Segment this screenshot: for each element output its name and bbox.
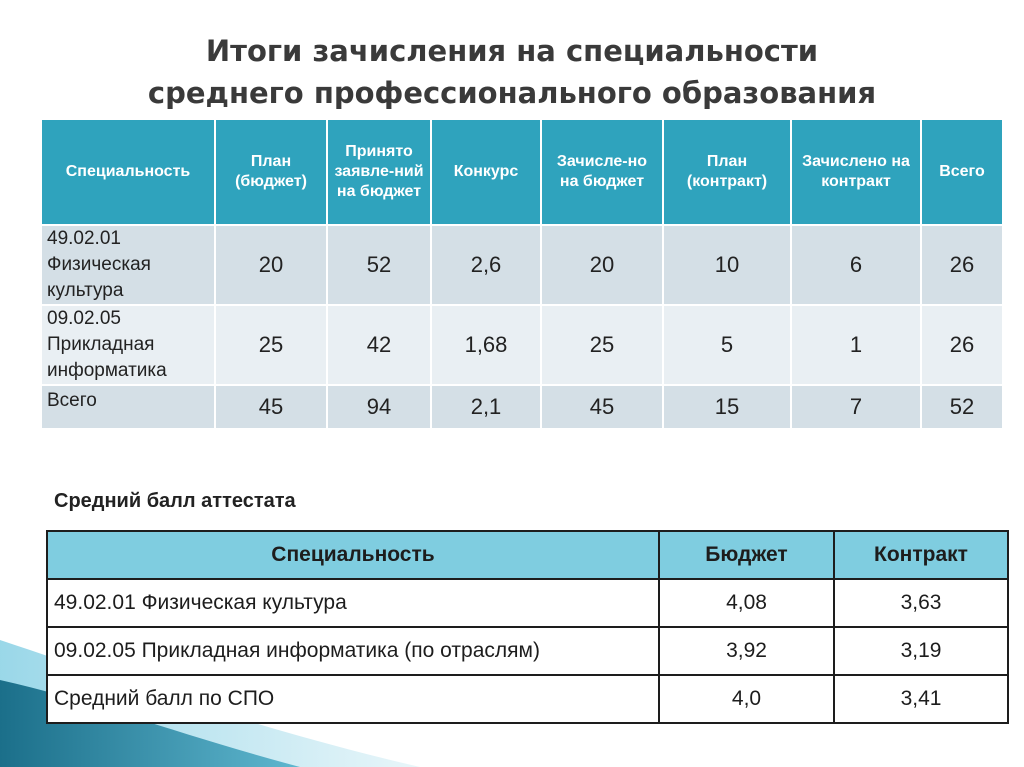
cell-value: 6 <box>791 225 921 305</box>
table-header-row <box>41 119 1003 225</box>
cell-budget: 4,08 <box>659 579 834 627</box>
cell-value: 45 <box>541 385 663 429</box>
row-specialty: Средний балл по СПО <box>47 675 659 723</box>
cell-value: 1 <box>791 305 921 385</box>
header-specialty: Специальность <box>47 531 659 579</box>
header-contract: Контракт <box>834 531 1008 579</box>
cell-value: 42 <box>327 305 431 385</box>
table-row-total <box>41 385 1003 429</box>
average-score-table <box>46 530 1009 724</box>
cell-value: 25 <box>541 305 663 385</box>
header-applications-budget: Принято заявле-ний на бюджет <box>327 119 431 225</box>
cell-value: 10 <box>663 225 791 305</box>
cell-value: 25 <box>215 305 327 385</box>
cell-contract: 3,41 <box>834 675 1008 723</box>
cell-value: 5 <box>663 305 791 385</box>
cell-value: 15 <box>663 385 791 429</box>
cell-value: 7 <box>791 385 921 429</box>
cell-value: 1,68 <box>431 305 541 385</box>
cell-value: 45 <box>215 385 327 429</box>
cell-value: 2,1 <box>431 385 541 429</box>
row-specialty: 09.02.05 Прикладная информатика <box>41 305 215 385</box>
row-specialty: 49.02.01 Физическая культура <box>41 225 215 305</box>
title-line-2: среднего профессионального образования <box>147 76 877 110</box>
header-enrolled-contract: Зачислено на контракт <box>791 119 921 225</box>
row-specialty: Всего <box>41 385 215 429</box>
header-competition: Конкурс <box>431 119 541 225</box>
cell-value: 2,6 <box>431 225 541 305</box>
header-plan-contract: План (контракт) <box>663 119 791 225</box>
enrollment-table <box>40 118 1004 430</box>
cell-budget: 4,0 <box>659 675 834 723</box>
table-header-row <box>47 531 1008 579</box>
cell-value: 20 <box>215 225 327 305</box>
table-row <box>41 225 1003 305</box>
table-row <box>47 675 1008 723</box>
cell-contract: 3,63 <box>834 579 1008 627</box>
cell-value: 20 <box>541 225 663 305</box>
header-plan-budget: План (бюджет) <box>215 119 327 225</box>
section-subtitle: Средний балл аттестата <box>54 490 296 512</box>
cell-budget: 3,92 <box>659 627 834 675</box>
header-total: Всего <box>921 119 1003 225</box>
header-budget: Бюджет <box>659 531 834 579</box>
table-row <box>47 627 1008 675</box>
cell-value: 94 <box>327 385 431 429</box>
header-specialty: Специальность <box>41 119 215 225</box>
row-specialty: 49.02.01 Физическая культура <box>47 579 659 627</box>
cell-value: 26 <box>921 305 1003 385</box>
slide-title <box>0 30 1024 114</box>
cell-value: 52 <box>921 385 1003 429</box>
title-line-1: Итоги зачисления на специальности <box>205 34 819 68</box>
header-enrolled-budget: Зачисле-но на бюджет <box>541 119 663 225</box>
cell-contract: 3,19 <box>834 627 1008 675</box>
row-specialty: 09.02.05 Прикладная информатика (по отраслям) <box>47 627 659 675</box>
table-row <box>41 305 1003 385</box>
table-row <box>47 579 1008 627</box>
cell-value: 26 <box>921 225 1003 305</box>
cell-value: 52 <box>327 225 431 305</box>
